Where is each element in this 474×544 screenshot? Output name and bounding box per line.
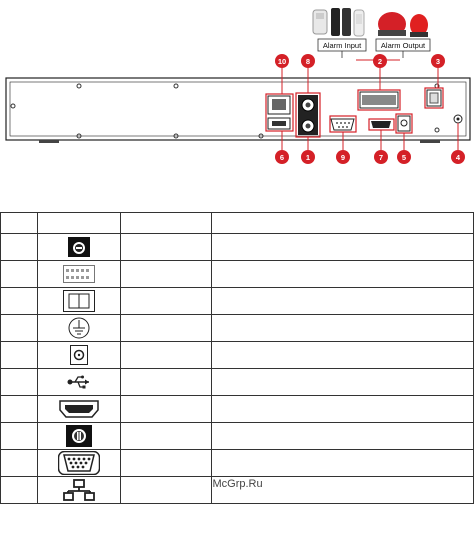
hdmi-icon	[59, 400, 99, 418]
vga-port	[331, 119, 354, 130]
svg-text:2: 2	[377, 57, 383, 66]
alarm-terminal-icon	[63, 265, 95, 283]
table-row	[1, 369, 474, 396]
callout-7	[374, 150, 388, 164]
alarm-terminal-block	[360, 92, 398, 108]
power-input-port	[398, 116, 410, 131]
table-row	[1, 234, 474, 261]
alarm-output-devices-image	[378, 12, 428, 37]
ground-screw	[454, 115, 462, 123]
network-icon	[63, 479, 95, 501]
table-row	[1, 423, 474, 450]
callout-6	[275, 150, 289, 164]
table-row	[1, 315, 474, 342]
power-switch	[427, 90, 441, 106]
svg-text:1: 1	[305, 153, 311, 162]
callout-10	[275, 54, 289, 68]
callout-2	[373, 54, 387, 68]
callout-9	[336, 150, 350, 164]
ground-icon	[68, 317, 90, 339]
power-input-icon	[70, 345, 88, 365]
audio-input-icon	[66, 425, 92, 447]
svg-text:7: 7	[378, 153, 384, 162]
table-header-row	[1, 213, 474, 234]
svg-text:5: 5	[401, 153, 407, 162]
audio-ports	[298, 95, 318, 135]
svg-text:6: 6	[279, 153, 285, 162]
usb-icon	[67, 375, 91, 389]
svg-text:9: 9	[340, 153, 346, 162]
callout-1	[301, 150, 315, 164]
table-row	[1, 288, 474, 315]
alarm-input-devices-image	[313, 8, 364, 36]
svg-text:8: 8	[305, 57, 311, 66]
vga-icon	[58, 451, 100, 475]
table-row	[1, 342, 474, 369]
svg-text:3: 3	[435, 57, 441, 66]
table-row	[1, 396, 474, 423]
callout-5	[397, 150, 411, 164]
alarm-input-label: Alarm Input	[322, 41, 362, 50]
callout-4	[451, 150, 465, 164]
alarm-output-label: Alarm Output	[380, 41, 426, 50]
callout-8	[301, 54, 315, 68]
power-switch-icon	[63, 290, 95, 312]
callout-3	[431, 54, 445, 68]
audio-output-icon	[68, 237, 90, 257]
table-row	[1, 261, 474, 288]
svg-text:10: 10	[277, 57, 287, 66]
watermark: McGrp.Ru	[212, 477, 263, 490]
hdmi-port	[371, 121, 391, 128]
rear-panel-diagram	[0, 0, 474, 205]
port-table	[0, 212, 474, 504]
table-row	[1, 450, 474, 477]
svg-text:4: 4	[455, 153, 461, 162]
